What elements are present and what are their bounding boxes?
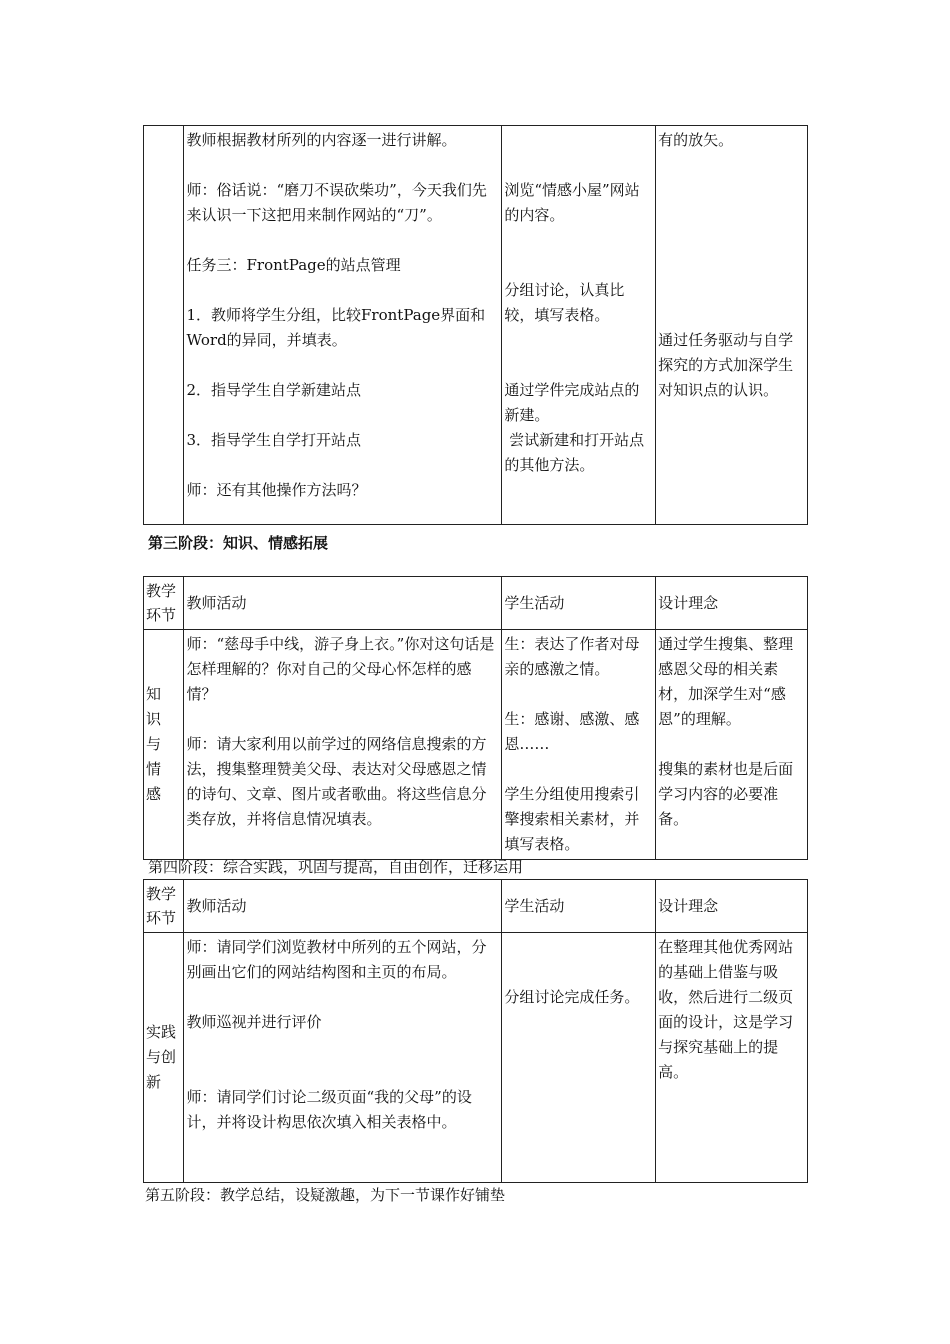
design-line: 通过任务驱动与自学探究的方式加深学生对知识点的认识。 <box>658 331 794 399</box>
teacher-line: 教师根据教材所列的内容逐一进行讲解。 <box>186 131 457 149</box>
student-activity-cell <box>502 126 656 525</box>
teacher-activity-cell <box>184 630 502 860</box>
stage3-heading: 第三阶段：知识、情感拓展 <box>148 534 329 552</box>
student-line: 浏览“情感小屋”网站的内容。 <box>504 181 640 224</box>
teacher-line: 1．教师将学生分组，比较FrontPage界面和Word的异同，并填表。 <box>186 306 486 349</box>
continuation-table <box>143 125 808 525</box>
teacher-line: 教师巡视并进行评价 <box>186 1013 322 1031</box>
segment-cell <box>144 126 184 525</box>
header-teacher: 教师活动 <box>184 880 502 933</box>
teacher-line: 师：请同学们讨论二级页面“我的父母”的设计，并将设计构思依次填入相关表格中。 <box>186 1088 472 1131</box>
teacher-line: 师：请同学们浏览教材中所列的五个网站，分别画出它们的网站结构图和主页的布局。 <box>186 938 487 981</box>
teacher-line: 师：请大家利用以前学过的网络信息搜索的方法，搜集整理赞美父母、表达对父母感恩之情的诗句、文章、图片或者歌曲。将这些信息分类存放，并将信息情况填表。 <box>186 735 487 828</box>
student-activity-cell <box>502 630 656 860</box>
teacher-line: 任务三：FrontPage的站点管理 <box>186 256 401 274</box>
segment-cell: 知识与情感 <box>144 630 184 860</box>
student-line: 学生分组使用搜索引擎搜索相关素材，并填写表格。 <box>504 785 640 853</box>
stage4-heading: 第四阶段：综合实践，巩固与提高，自由创作，迁移运用 <box>148 858 524 876</box>
design-concept-cell <box>656 933 808 1183</box>
teacher-line: 师：还有其他操作方法吗？ <box>186 481 367 499</box>
teacher-line: 3．指导学生自学打开站点 <box>186 431 362 449</box>
student-line: 分组讨论，认真比较，填写表格。 <box>504 281 625 324</box>
stage3-table <box>143 576 808 860</box>
student-line: 分组讨论完成任务。 <box>504 988 640 1006</box>
design-line: 搜集的素材也是后面学习内容的必要准备。 <box>658 760 794 828</box>
teacher-activity-cell <box>184 933 502 1183</box>
stage5-heading: 第五阶段：教学总结，设疑激趣，为下一节课作好铺垫 <box>145 1186 506 1204</box>
teacher-activity-cell <box>184 126 502 525</box>
stage4-table <box>143 879 808 1183</box>
header-teacher: 教师活动 <box>184 577 502 630</box>
header-design: 设计理念 <box>656 577 808 630</box>
teacher-line: 师：“慈母手中线，游子身上衣。”你对这句话是怎样理解的？你对自己的父母心怀怎样的感情？ <box>186 635 495 703</box>
design-concept-cell <box>656 630 808 860</box>
design-line: 通过学生搜集、整理感恩父母的相关素材，加深学生对“感恩”的理解。 <box>658 635 794 728</box>
header-student: 学生活动 <box>502 880 656 933</box>
student-line: 生：感谢、感激、感恩…… <box>504 710 640 753</box>
header-design: 设计理念 <box>656 880 808 933</box>
segment-cell: 实践与创新 <box>144 933 184 1183</box>
teacher-line: 2．指导学生自学新建站点 <box>186 381 362 399</box>
design-line: 在整理其他优秀网站的基础上借鉴与吸收，然后进行二级页面的设计，这是学习与探究基础上的提高。 <box>658 938 794 1081</box>
header-segment: 教学环节 <box>144 577 184 630</box>
student-activity-cell <box>502 933 656 1183</box>
student-line: 生：表达了作者对母亲的感激之情。 <box>504 635 640 678</box>
header-segment: 教学环节 <box>144 880 184 933</box>
header-student: 学生活动 <box>502 577 656 630</box>
teacher-line: 师：俗话说：“磨刀不误砍柴功”，今天我们先来认识一下这把用来制作网站的“刀”。 <box>186 181 487 224</box>
student-line: 尝试新建和打开站点的其他方法。 <box>504 431 645 474</box>
design-line: 有的放矢。 <box>658 131 734 149</box>
design-concept-cell <box>656 126 808 525</box>
student-line: 通过学件完成站点的新建。 <box>504 381 640 424</box>
